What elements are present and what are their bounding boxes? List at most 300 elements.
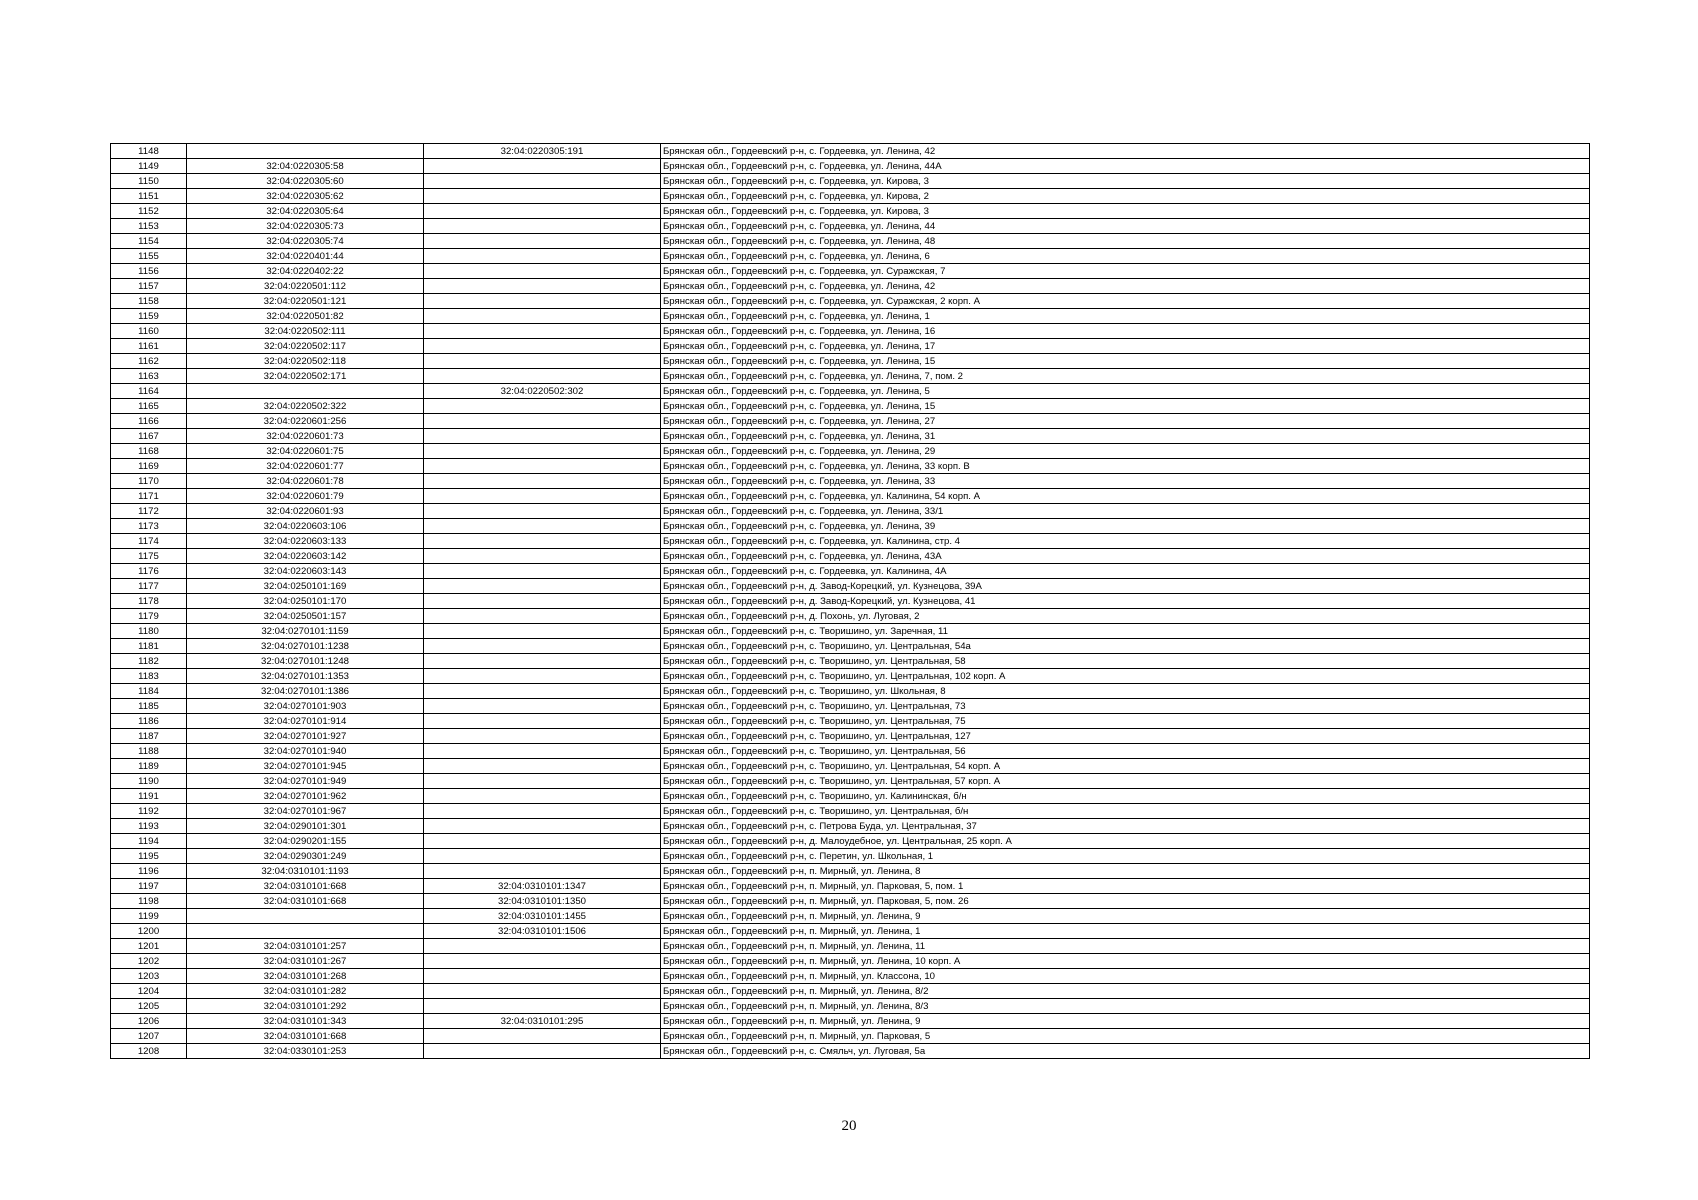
cadastral-number-cell: 32:04:0250101:170 [187, 594, 424, 609]
cadastral-number-cell: 32:04:0220501:121 [187, 294, 424, 309]
address-cell: Брянская обл., Гордеевский р-н, с. Гордеевка, ул. Ленина, 1 [661, 309, 1590, 324]
related-cadastral-number-cell [424, 609, 661, 624]
related-cadastral-number-cell: 32:04:0310101:1506 [424, 924, 661, 939]
table-row [111, 924, 1590, 939]
cadastral-number-cell: 32:04:0310101:343 [187, 1014, 424, 1029]
related-cadastral-number-cell [424, 159, 661, 174]
table-row [111, 414, 1590, 429]
cadastral-number-cell: 32:04:0310101:268 [187, 969, 424, 984]
table-row [111, 999, 1590, 1014]
table-row [111, 474, 1590, 489]
related-cadastral-number-cell [424, 759, 661, 774]
table-row [111, 444, 1590, 459]
table-row [111, 279, 1590, 294]
cadastral-number-cell: 32:04:0310101:668 [187, 1029, 424, 1044]
row-number-cell: 1159 [111, 309, 187, 324]
related-cadastral-number-cell [424, 294, 661, 309]
address-cell: Брянская обл., Гордеевский р-н, д. Малоудебное, ул. Центральная, 25 корп. А [661, 834, 1590, 849]
address-cell: Брянская обл., Гордеевский р-н, п. Мирный, ул. Ленина, 1 [661, 924, 1590, 939]
related-cadastral-number-cell [424, 249, 661, 264]
table-row [111, 774, 1590, 789]
table-row [111, 624, 1590, 639]
address-cell: Брянская обл., Гордеевский р-н, с. Гордеевка, ул. Ленина, 27 [661, 414, 1590, 429]
cadastral-number-cell: 32:04:0220305:60 [187, 174, 424, 189]
row-number-cell: 1182 [111, 654, 187, 669]
related-cadastral-number-cell [424, 234, 661, 249]
table-row [111, 534, 1590, 549]
table-row [111, 1029, 1590, 1044]
cadastral-number-cell: 32:04:0310101:668 [187, 894, 424, 909]
row-number-cell: 1191 [111, 789, 187, 804]
related-cadastral-number-cell [424, 639, 661, 654]
table-row [111, 669, 1590, 684]
table-row [111, 369, 1590, 384]
related-cadastral-number-cell [424, 984, 661, 999]
related-cadastral-number-cell [424, 414, 661, 429]
cadastral-number-cell: 32:04:0270101:945 [187, 759, 424, 774]
cadastral-number-cell: 32:04:0310101:668 [187, 879, 424, 894]
address-cell: Брянская обл., Гордеевский р-н, с. Гордеевка, ул. Ленина, 44А [661, 159, 1590, 174]
related-cadastral-number-cell [424, 564, 661, 579]
related-cadastral-number-cell: 32:04:0220502:302 [424, 384, 661, 399]
related-cadastral-number-cell [424, 534, 661, 549]
table-row [111, 1014, 1590, 1029]
address-cell: Брянская обл., Гордеевский р-н, с. Гордеевка, ул. Ленина, 15 [661, 399, 1590, 414]
table-row [111, 879, 1590, 894]
related-cadastral-number-cell [424, 399, 661, 414]
address-cell: Брянская обл., Гордеевский р-н, с. Гордеевка, ул. Ленина, 43А [661, 549, 1590, 564]
table-row [111, 849, 1590, 864]
row-number-cell: 1175 [111, 549, 187, 564]
address-cell: Брянская обл., Гордеевский р-н, с. Гордеевка, ул. Ленина, 33/1 [661, 504, 1590, 519]
address-cell: Брянская обл., Гордеевский р-н, с. Творишино, ул. Центральная, 57 корп. А [661, 774, 1590, 789]
related-cadastral-number-cell [424, 699, 661, 714]
address-cell: Брянская обл., Гордеевский р-н, с. Гордеевка, ул. Ленина, 48 [661, 234, 1590, 249]
related-cadastral-number-cell [424, 339, 661, 354]
page-number: 20 [841, 1118, 857, 1134]
row-number-cell: 1197 [111, 879, 187, 894]
related-cadastral-number-cell: 32:04:0220305:191 [424, 144, 661, 159]
table-row [111, 189, 1590, 204]
table-row [111, 804, 1590, 819]
cadastral-number-cell: 32:04:0290201:155 [187, 834, 424, 849]
cadastral-number-cell: 32:04:0310101:257 [187, 939, 424, 954]
row-number-cell: 1165 [111, 399, 187, 414]
address-cell: Брянская обл., Гордеевский р-н, с. Гордеевка, ул. Ленина, 44 [661, 219, 1590, 234]
cadastral-number-cell: 32:04:0270101:1248 [187, 654, 424, 669]
address-cell: Брянская обл., Гордеевский р-н, с. Гордеевка, ул. Ленина, 17 [661, 339, 1590, 354]
cadastral-number-cell: 32:04:0310101:1193 [187, 864, 424, 879]
address-cell: Брянская обл., Гордеевский р-н, с. Гордеевка, ул. Кирова, 3 [661, 204, 1590, 219]
related-cadastral-number-cell [424, 474, 661, 489]
address-cell: Брянская обл., Гордеевский р-н, с. Творишино, ул. Школьная, 8 [661, 684, 1590, 699]
table-row [111, 954, 1590, 969]
row-number-cell: 1180 [111, 624, 187, 639]
related-cadastral-number-cell [424, 849, 661, 864]
address-cell: Брянская обл., Гордеевский р-н, с. Гордеевка, ул. Суражская, 7 [661, 264, 1590, 279]
row-number-cell: 1164 [111, 384, 187, 399]
related-cadastral-number-cell [424, 219, 661, 234]
address-cell: Брянская обл., Гордеевский р-н, п. Мирный, ул. Парковая, 5 [661, 1029, 1590, 1044]
cadastral-number-cell: 32:04:0220502:117 [187, 339, 424, 354]
table-row [111, 264, 1590, 279]
related-cadastral-number-cell [424, 204, 661, 219]
cadastral-number-cell: 32:04:0270101:949 [187, 774, 424, 789]
address-cell: Брянская обл., Гордеевский р-н, с. Гордеевка, ул. Ленина, 31 [661, 429, 1590, 444]
table-row [111, 339, 1590, 354]
address-cell: Брянская обл., Гордеевский р-н, п. Мирный, ул. Ленина, 8 [661, 864, 1590, 879]
related-cadastral-number-cell [424, 489, 661, 504]
address-cell: Брянская обл., Гордеевский р-н, с. Гордеевка, ул. Кирова, 2 [661, 189, 1590, 204]
cadastral-number-cell: 32:04:0220502:118 [187, 354, 424, 369]
address-cell: Брянская обл., Гордеевский р-н, д. Завод-Корецкий, ул. Кузнецова, 39А [661, 579, 1590, 594]
related-cadastral-number-cell: 32:04:0310101:1350 [424, 894, 661, 909]
related-cadastral-number-cell [424, 864, 661, 879]
cadastral-number-cell: 32:04:0220305:62 [187, 189, 424, 204]
related-cadastral-number-cell [424, 819, 661, 834]
cadastral-number-cell: 32:04:0220401:44 [187, 249, 424, 264]
address-cell: Брянская обл., Гордеевский р-н, с. Творишино, ул. Калининская, б/н [661, 789, 1590, 804]
row-number-cell: 1166 [111, 414, 187, 429]
address-cell: Брянская обл., Гордеевский р-н, с. Перетин, ул. Школьная, 1 [661, 849, 1590, 864]
cadastral-number-cell: 32:04:0290101:301 [187, 819, 424, 834]
address-cell: Брянская обл., Гордеевский р-н, п. Мирный, ул. Парковая, 5, пом. 26 [661, 894, 1590, 909]
address-cell: Брянская обл., Гордеевский р-н, с. Гордеевка, ул. Ленина, 29 [661, 444, 1590, 459]
row-number-cell: 1158 [111, 294, 187, 309]
row-number-cell: 1184 [111, 684, 187, 699]
table-row [111, 174, 1590, 189]
table-row [111, 504, 1590, 519]
table-row [111, 309, 1590, 324]
address-cell: Брянская обл., Гордеевский р-н, с. Гордеевка, ул. Калинина, стр. 4 [661, 534, 1590, 549]
row-number-cell: 1162 [111, 354, 187, 369]
table-row [111, 1044, 1590, 1059]
address-cell: Брянская обл., Гордеевский р-н, с. Гордеевка, ул. Калинина, 54 корп. А [661, 489, 1590, 504]
row-number-cell: 1188 [111, 744, 187, 759]
row-number-cell: 1201 [111, 939, 187, 954]
related-cadastral-number-cell [424, 549, 661, 564]
related-cadastral-number-cell [424, 264, 661, 279]
related-cadastral-number-cell [424, 999, 661, 1014]
row-number-cell: 1149 [111, 159, 187, 174]
cadastral-number-cell: 32:04:0220603:106 [187, 519, 424, 534]
row-number-cell: 1198 [111, 894, 187, 909]
row-number-cell: 1163 [111, 369, 187, 384]
cadastral-number-cell: 32:04:0270101:962 [187, 789, 424, 804]
cadastral-number-cell [187, 384, 424, 399]
address-cell: Брянская обл., Гордеевский р-н, с. Гордеевка, ул. Ленина, 7, пом. 2 [661, 369, 1590, 384]
address-cell: Брянская обл., Гордеевский р-н, с. Гордеевка, ул. Ленина, 5 [661, 384, 1590, 399]
address-cell: Брянская обл., Гордеевский р-н, п. Мирный, ул. Ленина, 8/2 [661, 984, 1590, 999]
address-cell: Брянская обл., Гордеевский р-н, с. Гордеевка, ул. Ленина, 33 корп. В [661, 459, 1590, 474]
table-row [111, 354, 1590, 369]
related-cadastral-number-cell [424, 669, 661, 684]
related-cadastral-number-cell [424, 309, 661, 324]
cadastral-number-cell: 32:04:0220305:73 [187, 219, 424, 234]
table-row [111, 204, 1590, 219]
row-number-cell: 1186 [111, 714, 187, 729]
row-number-cell: 1200 [111, 924, 187, 939]
address-cell: Брянская обл., Гордеевский р-н, с. Творишино, ул. Центральная, 54а [661, 639, 1590, 654]
cadastral-number-cell: 32:04:0310101:267 [187, 954, 424, 969]
related-cadastral-number-cell [424, 774, 661, 789]
address-cell: Брянская обл., Гордеевский р-н, с. Творишино, ул. Центральная, 73 [661, 699, 1590, 714]
address-cell: Брянская обл., Гордеевский р-н, с. Творишино, ул. Центральная, 75 [661, 714, 1590, 729]
cadastral-number-cell: 32:04:0220502:171 [187, 369, 424, 384]
cadastral-number-cell: 32:04:0220601:93 [187, 504, 424, 519]
cadastral-number-cell: 32:04:0220601:256 [187, 414, 424, 429]
table-row [111, 984, 1590, 999]
address-cell: Брянская обл., Гордеевский р-н, с. Гордеевка, ул. Калинина, 4А [661, 564, 1590, 579]
table-row [111, 324, 1590, 339]
row-number-cell: 1173 [111, 519, 187, 534]
address-cell: Брянская обл., Гордеевский р-н, п. Мирный, ул. Парковая, 5, пом. 1 [661, 879, 1590, 894]
cadastral-number-cell: 32:04:0220305:74 [187, 234, 424, 249]
cadastral-number-cell: 32:04:0270101:1386 [187, 684, 424, 699]
related-cadastral-number-cell [424, 939, 661, 954]
cadastral-number-cell: 32:04:0270101:903 [187, 699, 424, 714]
address-cell: Брянская обл., Гордеевский р-н, с. Гордеевка, ул. Ленина, 6 [661, 249, 1590, 264]
table-body [111, 144, 1590, 1059]
related-cadastral-number-cell [424, 354, 661, 369]
row-number-cell: 1199 [111, 909, 187, 924]
cadastral-number-cell: 32:04:0220501:82 [187, 309, 424, 324]
table-row [111, 429, 1590, 444]
cadastral-number-cell: 32:04:0270101:927 [187, 729, 424, 744]
cadastral-number-cell: 32:04:0220502:111 [187, 324, 424, 339]
cadastral-number-cell [187, 924, 424, 939]
row-number-cell: 1192 [111, 804, 187, 819]
related-cadastral-number-cell [424, 969, 661, 984]
table-row [111, 609, 1590, 624]
related-cadastral-number-cell: 32:04:0310101:295 [424, 1014, 661, 1029]
cadastral-number-cell: 32:04:0330101:253 [187, 1044, 424, 1059]
address-cell: Брянская обл., Гордеевский р-н, с. Творишино, ул. Центральная, 127 [661, 729, 1590, 744]
cadastral-number-cell: 32:04:0220305:58 [187, 159, 424, 174]
table-row [111, 789, 1590, 804]
cadastral-number-cell: 32:04:0220603:143 [187, 564, 424, 579]
cadastral-number-cell [187, 909, 424, 924]
row-number-cell: 1179 [111, 609, 187, 624]
related-cadastral-number-cell: 32:04:0310101:1347 [424, 879, 661, 894]
row-number-cell: 1181 [111, 639, 187, 654]
table-row [111, 489, 1590, 504]
table-row [111, 729, 1590, 744]
row-number-cell: 1193 [111, 819, 187, 834]
cadastral-number-cell: 32:04:0270101:1353 [187, 669, 424, 684]
row-number-cell: 1172 [111, 504, 187, 519]
cadastral-number-cell: 32:04:0220501:112 [187, 279, 424, 294]
row-number-cell: 1153 [111, 219, 187, 234]
row-number-cell: 1205 [111, 999, 187, 1014]
cadastral-number-cell: 32:04:0220603:133 [187, 534, 424, 549]
table-row [111, 759, 1590, 774]
address-cell: Брянская обл., Гордеевский р-н, п. Мирный, ул. Ленина, 8/3 [661, 999, 1590, 1014]
address-cell: Брянская обл., Гордеевский р-н, с. Гордеевка, ул. Ленина, 42 [661, 144, 1590, 159]
row-number-cell: 1168 [111, 444, 187, 459]
row-number-cell: 1150 [111, 174, 187, 189]
related-cadastral-number-cell: 32:04:0310101:1455 [424, 909, 661, 924]
related-cadastral-number-cell [424, 729, 661, 744]
cadastral-number-cell: 32:04:0220305:64 [187, 204, 424, 219]
related-cadastral-number-cell [424, 459, 661, 474]
related-cadastral-number-cell [424, 279, 661, 294]
row-number-cell: 1152 [111, 204, 187, 219]
related-cadastral-number-cell [424, 654, 661, 669]
table-row [111, 564, 1590, 579]
row-number-cell: 1195 [111, 849, 187, 864]
related-cadastral-number-cell [424, 684, 661, 699]
cadastral-number-cell: 32:04:0270101:1238 [187, 639, 424, 654]
cadastral-number-cell: 32:04:0220601:73 [187, 429, 424, 444]
cadastral-number-cell: 32:04:0220502:322 [187, 399, 424, 414]
row-number-cell: 1185 [111, 699, 187, 714]
row-number-cell: 1151 [111, 189, 187, 204]
address-cell: Брянская обл., Гордеевский р-н, с. Творишино, ул. Центральная, 56 [661, 744, 1590, 759]
related-cadastral-number-cell [424, 174, 661, 189]
related-cadastral-number-cell [424, 594, 661, 609]
row-number-cell: 1196 [111, 864, 187, 879]
related-cadastral-number-cell [424, 429, 661, 444]
address-cell: Брянская обл., Гордеевский р-н, п. Мирный, ул. Ленина, 10 корп. А [661, 954, 1590, 969]
table-row [111, 969, 1590, 984]
row-number-cell: 1155 [111, 249, 187, 264]
address-cell: Брянская обл., Гордеевский р-н, с. Гордеевка, ул. Ленина, 15 [661, 354, 1590, 369]
cadastral-number-cell: 32:04:0220603:142 [187, 549, 424, 564]
table-row [111, 639, 1590, 654]
address-cell: Брянская обл., Гордеевский р-н, п. Мирный, ул. Классона, 10 [661, 969, 1590, 984]
table-row [111, 894, 1590, 909]
address-cell: Брянская обл., Гордеевский р-н, с. Творишино, ул. Центральная, 102 корп. А [661, 669, 1590, 684]
row-number-cell: 1156 [111, 264, 187, 279]
table-row [111, 939, 1590, 954]
address-cell: Брянская обл., Гордеевский р-н, с. Гордеевка, ул. Ленина, 39 [661, 519, 1590, 534]
table-row [111, 384, 1590, 399]
table-row [111, 249, 1590, 264]
table-row [111, 579, 1590, 594]
row-number-cell: 1169 [111, 459, 187, 474]
cadastral-number-cell: 32:04:0310101:292 [187, 999, 424, 1014]
related-cadastral-number-cell [424, 519, 661, 534]
row-number-cell: 1208 [111, 1044, 187, 1059]
address-cell: Брянская обл., Гордеевский р-н, с. Творишино, ул. Центральная, 54 корп. А [661, 759, 1590, 774]
row-number-cell: 1183 [111, 669, 187, 684]
row-number-cell: 1194 [111, 834, 187, 849]
address-cell: Брянская обл., Гордеевский р-н, с. Творишино, ул. Центральная, б/н [661, 804, 1590, 819]
related-cadastral-number-cell [424, 324, 661, 339]
row-number-cell: 1177 [111, 579, 187, 594]
related-cadastral-number-cell [424, 804, 661, 819]
address-cell: Брянская обл., Гордеевский р-н, п. Мирный, ул. Ленина, 9 [661, 1014, 1590, 1029]
address-cell: Брянская обл., Гордеевский р-н, с. Петрова Буда, ул. Центральная, 37 [661, 819, 1590, 834]
row-number-cell: 1161 [111, 339, 187, 354]
table-row [111, 834, 1590, 849]
cadastral-number-cell: 32:04:0290301:249 [187, 849, 424, 864]
cadastral-number-cell: 32:04:0220601:75 [187, 444, 424, 459]
row-number-cell: 1204 [111, 984, 187, 999]
table-row [111, 399, 1590, 414]
table-row [111, 219, 1590, 234]
row-number-cell: 1154 [111, 234, 187, 249]
registry-table [110, 143, 1590, 1059]
address-cell: Брянская обл., Гордеевский р-н, с. Гордеевка, ул. Ленина, 16 [661, 324, 1590, 339]
address-cell: Брянская обл., Гордеевский р-н, с. Творишино, ул. Заречная, 11 [661, 624, 1590, 639]
row-number-cell: 1187 [111, 729, 187, 744]
cadastral-number-cell: 32:04:0250101:169 [187, 579, 424, 594]
address-cell: Брянская обл., Гордеевский р-н, с. Смяльч, ул. Луговая, 5а [661, 1044, 1590, 1059]
row-number-cell: 1203 [111, 969, 187, 984]
cadastral-number-cell: 32:04:0250501:157 [187, 609, 424, 624]
related-cadastral-number-cell [424, 834, 661, 849]
table-row [111, 744, 1590, 759]
row-number-cell: 1170 [111, 474, 187, 489]
table-row [111, 819, 1590, 834]
address-cell: Брянская обл., Гордеевский р-н, д. Завод-Корецкий, ул. Кузнецова, 41 [661, 594, 1590, 609]
table-row [111, 159, 1590, 174]
cadastral-number-cell: 32:04:0270101:967 [187, 804, 424, 819]
table-row [111, 549, 1590, 564]
cadastral-number-cell: 32:04:0220601:77 [187, 459, 424, 474]
row-number-cell: 1176 [111, 564, 187, 579]
address-cell: Брянская обл., Гордеевский р-н, с. Гордеевка, ул. Кирова, 3 [661, 174, 1590, 189]
address-cell: Брянская обл., Гордеевский р-н, д. Похонь, ул. Луговая, 2 [661, 609, 1590, 624]
address-cell: Брянская обл., Гордеевский р-н, п. Мирный, ул. Ленина, 9 [661, 909, 1590, 924]
row-number-cell: 1174 [111, 534, 187, 549]
row-number-cell: 1206 [111, 1014, 187, 1029]
address-cell: Брянская обл., Гордеевский р-н, с. Творишино, ул. Центральная, 58 [661, 654, 1590, 669]
address-cell: Брянская обл., Гордеевский р-н, с. Гордеевка, ул. Ленина, 33 [661, 474, 1590, 489]
table-row [111, 234, 1590, 249]
table-row [111, 294, 1590, 309]
table-row [111, 459, 1590, 474]
cadastral-number-cell: 32:04:0270101:1159 [187, 624, 424, 639]
table-row [111, 519, 1590, 534]
cadastral-number-cell: 32:04:0220601:78 [187, 474, 424, 489]
row-number-cell: 1148 [111, 144, 187, 159]
table-row [111, 594, 1590, 609]
related-cadastral-number-cell [424, 579, 661, 594]
row-number-cell: 1160 [111, 324, 187, 339]
row-number-cell: 1167 [111, 429, 187, 444]
row-number-cell: 1157 [111, 279, 187, 294]
related-cadastral-number-cell [424, 1029, 661, 1044]
table-row [111, 699, 1590, 714]
table-row [111, 714, 1590, 729]
row-number-cell: 1189 [111, 759, 187, 774]
related-cadastral-number-cell [424, 189, 661, 204]
related-cadastral-number-cell [424, 954, 661, 969]
related-cadastral-number-cell [424, 1044, 661, 1059]
table-row [111, 684, 1590, 699]
address-cell: Брянская обл., Гордеевский р-н, с. Гордеевка, ул. Суражская, 2 корп. А [661, 294, 1590, 309]
table-row [111, 864, 1590, 879]
address-cell: Брянская обл., Гордеевский р-н, п. Мирный, ул. Ленина, 11 [661, 939, 1590, 954]
row-number-cell: 1171 [111, 489, 187, 504]
related-cadastral-number-cell [424, 714, 661, 729]
row-number-cell: 1178 [111, 594, 187, 609]
related-cadastral-number-cell [424, 744, 661, 759]
related-cadastral-number-cell [424, 624, 661, 639]
address-cell: Брянская обл., Гордеевский р-н, с. Гордеевка, ул. Ленина, 42 [661, 279, 1590, 294]
table-row [111, 654, 1590, 669]
row-number-cell: 1202 [111, 954, 187, 969]
row-number-cell: 1190 [111, 774, 187, 789]
cadastral-number-cell: 32:04:0220402:22 [187, 264, 424, 279]
table-row [111, 144, 1590, 159]
related-cadastral-number-cell [424, 444, 661, 459]
cadastral-number-cell: 32:04:0310101:282 [187, 984, 424, 999]
cadastral-number-cell: 32:04:0220601:79 [187, 489, 424, 504]
